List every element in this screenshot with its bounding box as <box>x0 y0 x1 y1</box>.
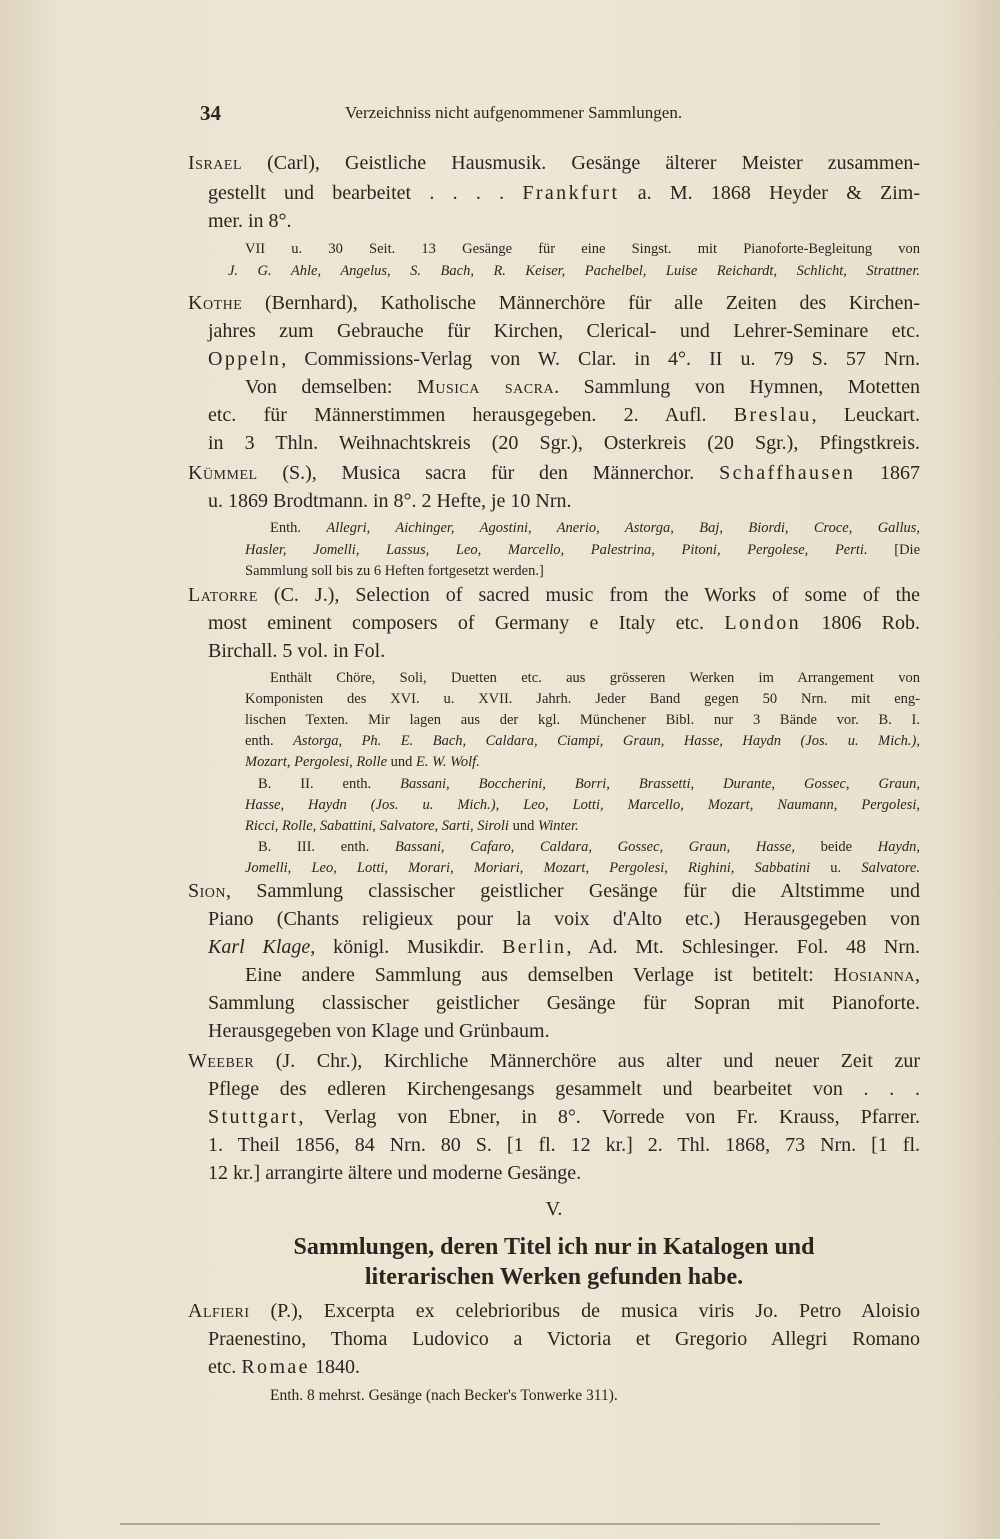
text-line <box>208 1160 581 1186</box>
text-line <box>188 290 920 316</box>
text-span: most eminent composers of Germany e Italy etc. <box>208 612 725 634</box>
note-line <box>270 1386 618 1406</box>
text-span: literarischen Werken gefunden habe. <box>364 1264 744 1290</box>
text-span: Sammlung classischer geistlicher Gesänge für Sopran mit Pianoforte. <box>208 992 920 1014</box>
page-number: 34 <box>200 101 221 125</box>
text-span: J. G. Ahle, Angelus, S. Bach, R. Keiser, Pachelbel, Luise Reichardt, Schlicht, Strattner. <box>228 263 920 279</box>
text-line <box>208 1354 360 1380</box>
text-line <box>208 1018 550 1044</box>
text-span: 12 kr.] arrangirte ältere und moderne Gesänge. <box>208 1162 582 1184</box>
text-span: , Sammlung classischer geistlicher Gesänge für die Altstimme und <box>226 880 920 902</box>
text-span: in 3 Thln. Weihnachtskreis (20 Sgr.), Osterkreis (20 Sgr.), Pfingstkreis. <box>208 432 920 454</box>
text-line <box>208 638 385 664</box>
text-line <box>208 318 920 344</box>
section-heading <box>188 1262 920 1292</box>
text-span: und <box>387 754 417 770</box>
text-line <box>208 934 920 960</box>
text-span: a. M. 1868 Heyder & Zim- <box>619 182 920 204</box>
place-name: Oppeln <box>208 348 282 370</box>
text-span: V. <box>545 1198 563 1220</box>
text-line <box>208 180 920 206</box>
text-line <box>188 878 920 904</box>
text-span: , <box>915 964 920 986</box>
text-span: [Die <box>867 542 920 558</box>
text-span: mer. in 8°. <box>208 210 292 232</box>
author-name: Kothe <box>188 292 243 314</box>
note-line <box>245 540 920 560</box>
text-span: Pflege des edleren Kirchengesangs gesammelt und bearbeitet von . . . <box>208 1078 920 1100</box>
bottom-rule <box>120 1523 880 1525</box>
text-span: 1867 <box>855 462 921 484</box>
author-name: Israel <box>188 152 242 174</box>
note-line <box>245 858 920 878</box>
text-span: (C. J.), Selection of sacred music from the Works of some of the <box>257 584 920 606</box>
text-line <box>208 488 572 514</box>
place-name: Berlin <box>502 936 567 958</box>
text-span: B. II. enth. <box>258 776 401 792</box>
place-name: London <box>724 612 801 634</box>
author-name: Weeber <box>188 1050 255 1072</box>
note-line <box>245 795 920 815</box>
note-line <box>245 561 544 581</box>
text-span: lischen Texten. Mir lagen aus der kgl. Münchener Bibl. nur 3 Bände vor. B. I. <box>245 712 920 728</box>
note-line <box>270 518 920 538</box>
text-span: Jomelli, Leo, Lotti, Morari, Moriari, Mozart, Pergolesi, Righini, Sabbatini <box>245 860 811 876</box>
text-line <box>208 208 292 234</box>
text-span: Allegri, Aichinger, Agostini, Anerio, Astorga, Baj, Biordi, Croce, Gallus, <box>326 520 921 536</box>
author-name: Latorre <box>188 584 258 606</box>
text-line <box>208 402 920 428</box>
text-line <box>188 460 920 486</box>
running-header <box>200 100 780 126</box>
text-span: Herausgegeben von Klage und Grünbaum. <box>208 1020 550 1042</box>
text-span: Birchall. 5 vol. in Fol. <box>208 640 386 662</box>
text-span: E. W. Wolf. <box>416 754 480 770</box>
text-span: Komponisten des XVI. u. XVII. Jahrh. Jeder Band gegen 50 Nrn. mit eng- <box>245 691 920 707</box>
running-title: Verzeichniss nicht aufgenommener Sammlungen. <box>345 103 683 122</box>
note-line <box>245 816 579 836</box>
text-span: Mozart, Pergolesi, Rolle <box>245 754 388 770</box>
note-line <box>245 752 480 772</box>
collection-title: Musica sacra <box>417 376 555 398</box>
text-span: 1806 Rob. <box>801 612 920 634</box>
text-line <box>208 1132 920 1158</box>
note-line <box>245 710 920 730</box>
note-line <box>228 261 920 281</box>
text-span: Bassani, Cafaro, Caldara, Gossec, Graun, Hasse, <box>394 839 795 855</box>
text-span: Eine andere Sammlung aus demselben Verlage ist betitelt: <box>245 964 834 986</box>
text-span: u. <box>810 860 862 876</box>
text-span: . Sammlung von Hymnen, Motetten <box>554 376 920 398</box>
text-span: B. III. enth. <box>258 839 395 855</box>
text-span: Bassani, Boccherini, Borri, Brassetti, Durante, Gossec, Graun, <box>400 776 920 792</box>
text-span: 1. Theil 1856, 84 Nrn. 80 S. [1 fl. 12 kr.] 2. Thl. 1868, 73 Nrn. [1 fl. <box>208 1134 920 1156</box>
note-line <box>258 837 920 857</box>
text-line <box>188 1298 920 1324</box>
text-span: Hasler, Jomelli, Lassus, Leo, Marcello, Palestrina, Pitoni, Pergolese, Perti. <box>245 542 868 558</box>
text-line <box>188 150 920 176</box>
text-line <box>208 1104 920 1130</box>
editor-name: Karl Klage <box>208 936 311 958</box>
text-span: Salvatore. <box>861 860 920 876</box>
text-line <box>208 906 920 932</box>
text-span: Winter. <box>537 818 579 834</box>
text-span: enth. <box>245 733 294 749</box>
text-line <box>208 990 920 1016</box>
collection-title: Hosianna <box>833 964 915 986</box>
text-span: Sammlung soll bis zu 6 Heften fortgesetzt werden.] <box>245 563 544 579</box>
text-span: , Leuckart. <box>811 404 920 426</box>
text-span: 1840. <box>309 1356 360 1378</box>
text-span: Enth. <box>270 520 327 536</box>
author-name: Alfieri <box>188 1300 250 1322</box>
text-span: , Ad. Mt. Schlesinger. Fol. 48 Nrn. <box>566 936 920 958</box>
text-line <box>208 1326 920 1352</box>
text-span: Praenestino, Thoma Ludovico a Victoria et Gregorio Allegri Romano <box>208 1328 920 1350</box>
section-heading <box>188 1232 920 1262</box>
note-line <box>245 689 920 709</box>
text-span: Von demselben: <box>245 376 418 398</box>
text-span: (Carl), Geistliche Hausmusik. Gesänge älterer Meister zusammen- <box>242 152 920 174</box>
place-name: Breslau <box>733 404 812 426</box>
text-span: jahres zum Gebrauche für Kirchen, Clerical- und Lehrer-Seminare etc. <box>208 320 920 342</box>
text-span: (S.), Musica sacra für den Männerchor. <box>257 462 720 484</box>
place-name: Frankfurt <box>522 182 620 204</box>
text-span: Piano (Chants religieux pour la voix d'Alto etc.) Herausgegeben von <box>208 908 920 930</box>
text-line <box>208 430 920 456</box>
text-span: (Bernhard), Katholische Männerchöre für alle Zeiten des Kirchen- <box>242 292 920 314</box>
text-span: gestellt und bearbeitet . . . . <box>208 182 523 204</box>
author-name: Kümmel <box>188 462 258 484</box>
text-span: Enth. 8 mehrst. Gesänge (nach Becker's Tonwerke 311). <box>270 1387 618 1404</box>
author-name: Sion <box>188 880 227 902</box>
note-line <box>258 774 920 794</box>
text-span: u. 1869 Brodtmann. in 8°. 2 Hefte, je 10 Nrn. <box>208 490 572 512</box>
note-line <box>270 668 920 688</box>
text-span: , Verlag von Ebner, in 8°. Vorrede von Fr. Krauss, Pfarrer. <box>298 1106 920 1128</box>
place-name: Romae <box>241 1356 310 1378</box>
note-line <box>245 239 920 259</box>
text-line <box>188 582 920 608</box>
text-span: und <box>508 818 538 834</box>
text-line <box>208 1076 920 1102</box>
note-line <box>245 731 920 751</box>
text-span: etc. für Männerstimmen herausgegeben. 2. Aufl. <box>208 404 734 426</box>
place-name: Stuttgart <box>208 1106 299 1128</box>
text-line <box>208 610 920 636</box>
text-span: Enthält Chöre, Soli, Duetten etc. aus grösseren Werken im Arrangement von <box>270 670 920 686</box>
text-span: Hasse, Haydn (Jos. u. Mich.), Leo, Lotti, Marcello, Mozart, Naumann, Pergolesi, <box>245 797 920 813</box>
text-span: beide <box>795 839 878 855</box>
text-span: Astorga, Ph. E. Bach, Caldara, Ciampi, Graun, Hasse, Haydn (Jos. u. Mich.), <box>293 733 920 749</box>
text-line <box>208 346 920 372</box>
text-span: (J. Chr.), Kirchliche Männerchöre aus alter und neuer Zeit zur <box>254 1050 920 1072</box>
text-span: (P.), Excerpta ex celebrioribus de musica viris Jo. Petro Aloisio <box>249 1300 920 1322</box>
text-line <box>245 962 920 988</box>
text-span: etc. <box>208 1356 242 1378</box>
text-span: , königl. Musikdir. <box>310 936 503 958</box>
text-line <box>245 374 920 400</box>
text-span: Sammlungen, deren Titel ich nur in Katalogen und <box>293 1234 815 1260</box>
text-line <box>188 1048 920 1074</box>
text-span: VII u. 30 Seit. 13 Gesänge für eine Singst. mit Pianoforte-Begleitung von <box>245 241 920 257</box>
text-span: Ricci, Rolle, Sabattini, Salvatore, Sarti, Siroli <box>245 818 509 834</box>
text-span: Haydn, <box>877 839 921 855</box>
text-span: , Commissions-Verlag von W. Clar. in 4°. II u. 79 S. 57 Nrn. <box>281 348 920 370</box>
place-name: Schaffhausen <box>719 462 856 484</box>
section-number <box>188 1196 920 1222</box>
